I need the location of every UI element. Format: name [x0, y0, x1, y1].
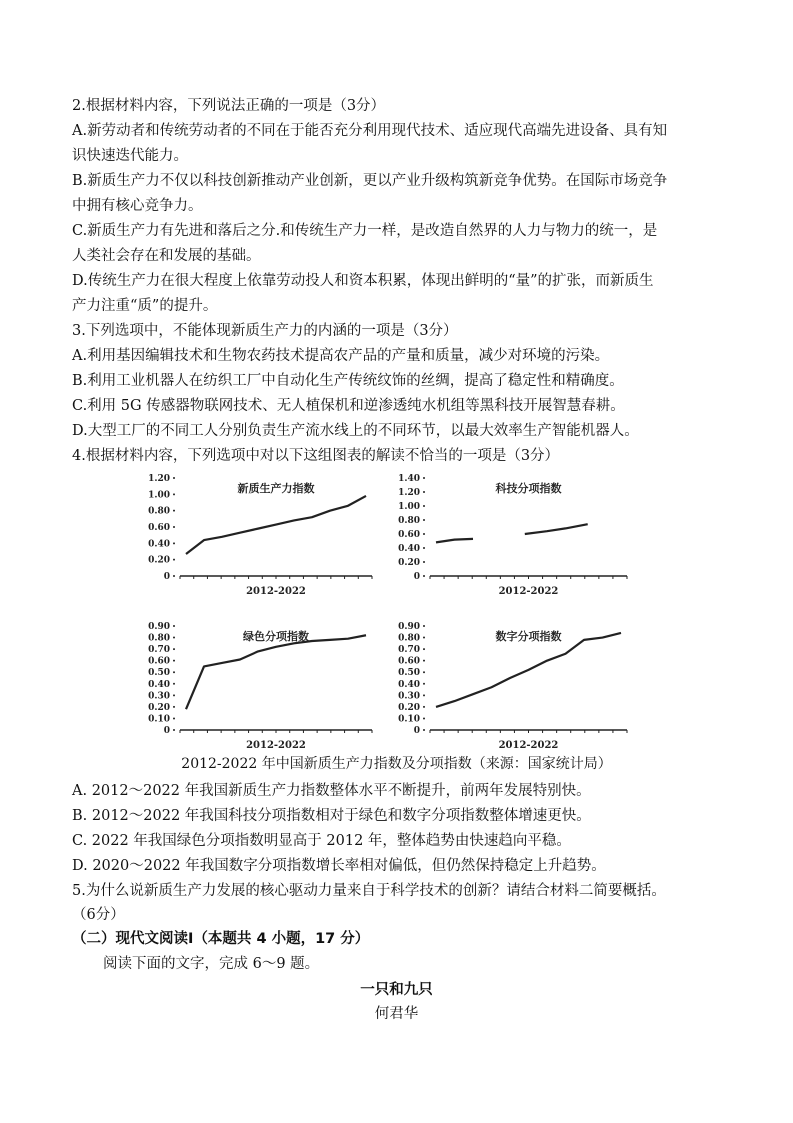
y-tick-label: 0.20	[148, 555, 170, 566]
series-line	[436, 539, 473, 543]
y-tick-dot	[423, 561, 425, 563]
y-tick-label: 0.80	[398, 633, 420, 644]
y-tick-label: 1.20	[148, 474, 170, 484]
section-heading: （二）现代文阅读Ⅰ（本题共 4 小题，17 分）	[72, 931, 370, 947]
q3-option-a: A.利用基因编辑技术和生物农药技术提高农产品的产量和质量，减少对环境的污染。	[72, 348, 610, 364]
y-tick-dot	[173, 660, 175, 662]
q2-option-b: B.新质生产力不仅以科技创新推动产业创新，更以产业升级构筑新竞争优势。在国际市场竞争	[72, 173, 668, 189]
y-tick-dot	[173, 729, 175, 731]
chart-title: 新质生产力指数	[237, 482, 315, 495]
y-tick-dot	[173, 559, 175, 561]
y-tick-dot	[423, 547, 425, 549]
y-tick-label: 0.90	[148, 622, 170, 632]
y-tick-dot	[423, 491, 425, 493]
q2-option-a: A.新劳动者和传统劳动者的不同在于能否充分利用现代技术、适应现代高端先进设备、具有知	[72, 123, 668, 139]
y-tick-dot	[423, 671, 425, 673]
y-tick-label: 0	[163, 726, 170, 736]
y-tick-dot	[173, 493, 175, 495]
q2-option-c: C.新质生产力有先进和落后之分.和传统生产力一样，是改造自然界的人力与物力的统一，是	[72, 223, 658, 239]
y-tick-label: 0.10	[398, 714, 420, 725]
y-tick-label: 0.60	[148, 656, 170, 667]
article-author: 何君华	[374, 1006, 419, 1022]
q4-option-a: A. 2012～2022 年我国新质生产力指数整体水平不断提升，前两年发展特别快。	[72, 783, 591, 799]
y-tick-dot	[423, 660, 425, 662]
section-instruction: 阅读下面的文字，完成 6～9 题。	[103, 956, 320, 972]
chart-title: 科技分项指数	[495, 482, 562, 495]
y-tick-dot	[173, 706, 175, 708]
y-tick-label: 0.20	[398, 702, 420, 713]
y-tick-dot	[173, 648, 175, 650]
q3-stem: 3.下列选项中，不能体现新质生产力的内涵的一项是（3分）	[72, 323, 458, 339]
y-tick-label: 0.80	[148, 506, 170, 517]
chart-title: 绿色分项指数	[243, 630, 309, 643]
q3-option-d: D.大型工厂的不同工人分别负责生产流水线上的不同环节，以最大效率生产智能机器人。	[72, 423, 639, 439]
q2-option-d-cont: 产力注重“质”的提升。	[72, 298, 218, 314]
y-tick-dot	[423, 729, 425, 731]
y-tick-label: 0.40	[398, 544, 420, 554]
chart-caption: 2012-2022 年中国新质生产力指数及分项指数（来源：国家统计局）	[181, 756, 612, 772]
x-axis-label: 2012-2022	[246, 586, 306, 597]
y-tick-dot	[423, 648, 425, 650]
x-axis-label: 2012-2022	[498, 586, 559, 597]
q2-option-a-cont: 识快速迭代能力。	[72, 148, 188, 164]
y-tick-label: 0.80	[148, 633, 170, 644]
y-tick-label: 0.70	[398, 645, 420, 656]
y-tick-dot	[423, 575, 425, 577]
y-tick-label: 0	[413, 572, 420, 582]
q2-option-b-cont: 中拥有核心竞争力。	[72, 198, 203, 214]
y-tick-label: 0.40	[148, 679, 170, 690]
chart-tech-sub-index	[390, 468, 635, 598]
x-axis-label: 2012-2022	[246, 740, 306, 751]
y-tick-label: 0.80	[398, 516, 420, 526]
q4-option-d: D. 2020～2022 年我国数字分项指数增长率相对偏低，但仍然保持稳定上升趋势。	[72, 858, 606, 874]
y-tick-dot	[173, 694, 175, 696]
q5-stem: 5.为什么说新质生产力发展的核心驱动力量来自于科学技术的创新？请结合材料二简要概括。	[72, 883, 666, 899]
y-tick-label: 1.00	[148, 490, 170, 501]
y-tick-label: 0.20	[398, 558, 420, 568]
series-line	[186, 496, 366, 554]
y-tick-dot	[173, 625, 175, 627]
q4-option-c: C. 2022 年我国绿色分项指数明显高于 2012 年，整体趋势由快速趋向平稳。	[72, 833, 571, 849]
y-tick-label: 0.60	[398, 530, 420, 540]
y-tick-dot	[423, 533, 425, 535]
q2-option-c-cont: 人类社会存在和发展的基础。	[72, 248, 261, 264]
q4-stem: 4.根据材料内容，下列选项中对以下这组图表的解读不恰当的一项是（3分）	[72, 448, 560, 464]
y-tick-label: 0.40	[148, 539, 170, 550]
chart-title: 数字分项指数	[495, 630, 562, 643]
y-tick-dot	[173, 683, 175, 685]
y-tick-dot	[173, 477, 175, 479]
y-tick-dot	[173, 637, 175, 639]
y-tick-label: 0.50	[148, 668, 170, 679]
y-tick-label: 0.50	[398, 668, 420, 679]
y-tick-dot	[173, 575, 175, 577]
y-tick-label: 0.20	[148, 702, 170, 713]
q5-score: （6分）	[72, 907, 125, 923]
y-tick-label: 0.10	[148, 714, 170, 725]
y-tick-label: 0.30	[148, 691, 170, 702]
y-tick-dot	[423, 706, 425, 708]
y-tick-dot	[173, 717, 175, 719]
y-tick-dot	[173, 510, 175, 512]
q3-option-c: C.利用 5G 传感器物联网技术、无人植保机和逆渗透纯水机组等黑科技开展智慧春耕。	[72, 398, 625, 414]
q2-option-d: D.传统生产力在很大程度上依靠劳动投人和资本积累，体现出鲜明的“量”的扩张，而新质生	[72, 273, 654, 289]
q3-option-b: B.利用工业机器人在纺织工厂中自动化生产传统纹饰的丝绸，提高了稳定性和精确度。	[72, 373, 624, 389]
x-axis-label: 2012-2022	[498, 740, 559, 751]
y-tick-label: 1.40	[398, 474, 420, 484]
article-title: 一只和九只	[360, 982, 433, 998]
y-tick-label: 0.70	[148, 645, 170, 656]
y-tick-dot	[423, 683, 425, 685]
chart-digital-sub-index	[390, 616, 635, 752]
y-tick-dot	[173, 542, 175, 544]
y-tick-dot	[423, 694, 425, 696]
y-tick-label: 0.30	[398, 691, 420, 702]
q2-stem: 2.根据材料内容，下列说法正确的一项是（3分）	[72, 98, 386, 114]
y-tick-label: 0.40	[398, 679, 420, 690]
y-tick-label: 0.90	[398, 622, 420, 632]
chart-new-productivity-index	[140, 468, 380, 598]
y-tick-dot	[173, 526, 175, 528]
y-tick-dot	[173, 671, 175, 673]
y-tick-label: 0	[163, 572, 170, 582]
y-tick-label: 0	[413, 726, 420, 736]
series-line	[436, 633, 621, 707]
series-line	[186, 635, 366, 709]
y-tick-label: 1.00	[398, 502, 420, 512]
q4-option-b: B. 2012～2022 年我国科技分项指数相对于绿色和数字分项指数整体增速更快。	[72, 808, 591, 824]
y-tick-label: 1.20	[398, 488, 420, 498]
y-tick-dot	[423, 625, 425, 627]
chart-green-sub-index	[140, 616, 380, 752]
y-tick-label: 0.60	[148, 523, 170, 533]
y-tick-dot	[423, 519, 425, 521]
series-line	[525, 524, 588, 534]
y-tick-dot	[423, 505, 425, 507]
y-tick-dot	[423, 477, 425, 479]
y-tick-dot	[423, 637, 425, 639]
y-tick-dot	[423, 717, 425, 719]
y-tick-label: 0.60	[398, 656, 420, 667]
